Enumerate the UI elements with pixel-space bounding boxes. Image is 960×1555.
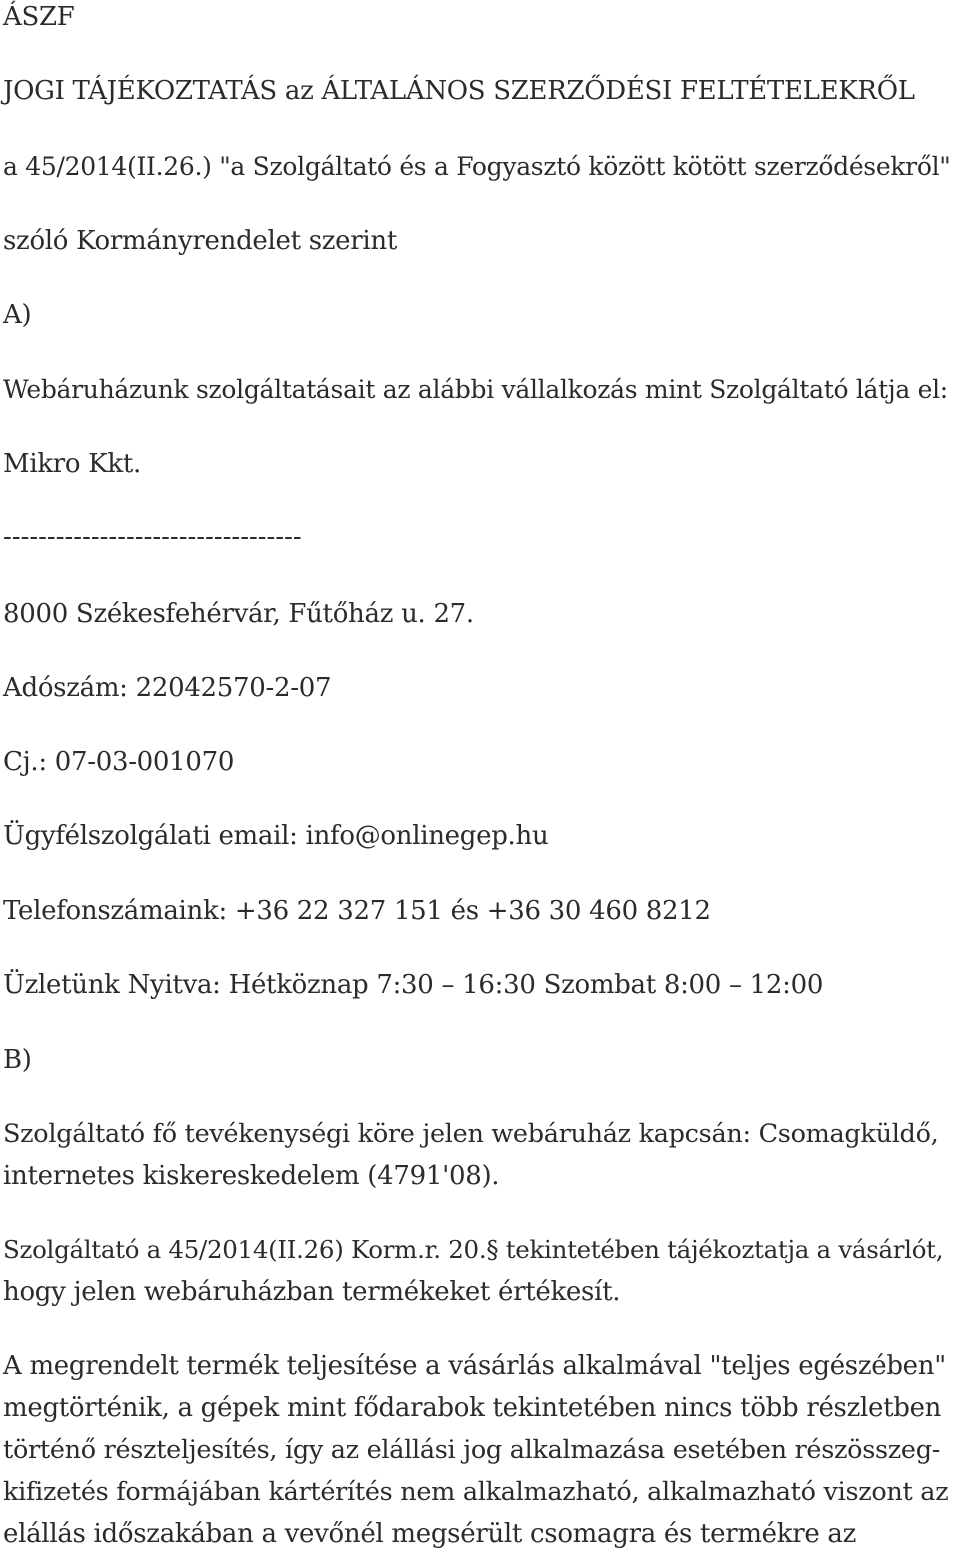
company-name: Mikro Kkt. (3, 449, 141, 479)
section-a-label: A) (3, 300, 32, 330)
tax-number: Adószám: 22042570-2-07 (3, 673, 332, 703)
fulfilment-paragraph-line-1: A megrendelt termék teljesítése a vásárlás alkalmával "teljes egészében" (3, 1351, 946, 1381)
fulfilment-paragraph-line-5: elállás időszakában a vevőnél megsérült csomagra és termékre az (3, 1519, 857, 1549)
company-registration: Cj.: 07-03-001070 (3, 747, 235, 777)
fulfilment-paragraph-line-4: kifizetés formájában kártérítés nem alkalmazható, alkalmazható viszont az (3, 1477, 949, 1507)
document-title: ÁSZF (3, 2, 75, 32)
company-address: 8000 Székesfehérvár, Fűtőház u. 27. (3, 599, 474, 629)
section-b-label: B) (3, 1045, 32, 1075)
support-email: Ügyfélszolgálati email: info@onlinegep.hu (3, 821, 549, 851)
decree-reference-line-1: a 45/2014(II.26.) "a Szolgáltató és a Fogyasztó között kötött szerződésekről" (3, 152, 951, 181)
decree-notice-line-2: hogy jelen webáruházban termékeket értékesít. (3, 1277, 621, 1307)
activity-line-2: internetes kiskereskedelem (4791'08). (3, 1161, 500, 1191)
decree-reference-line-2: szóló Kormányrendelet szerint (3, 226, 397, 256)
activity-line-1: Szolgáltató fő tevékenységi köre jelen webáruház kapcsán: Csomagküldő, (3, 1119, 939, 1149)
document-heading: JOGI TÁJÉKOZTATÁS az ÁLTALÁNOS SZERZŐDÉSI FELTÉTELEKRŐL (3, 76, 915, 106)
phone-numbers: Telefonszámaink: +36 22 327 151 és +36 30 460 8212 (3, 896, 711, 926)
separator-line: ---------------------------------- (3, 522, 302, 552)
opening-hours: Üzletünk Nyitva: Hétköznap 7:30 – 16:30 Szombat 8:00 – 12:00 (3, 970, 824, 1000)
fulfilment-paragraph-line-3: történő részteljesítés, így az elállási jog alkalmazása esetében részösszeg- (3, 1435, 941, 1465)
decree-notice-line-1: Szolgáltató a 45/2014(II.26) Korm.r. 20.§ tekintetében tájékoztatja a vásárlót, (3, 1235, 944, 1264)
intro-text: Webáruházunk szolgáltatásait az alábbi vállalkozás mint Szolgáltató látja el: (3, 375, 948, 404)
fulfilment-paragraph-line-2: megtörténik, a gépek mint fődarabok tekintetében nincs több részletben (3, 1393, 942, 1423)
